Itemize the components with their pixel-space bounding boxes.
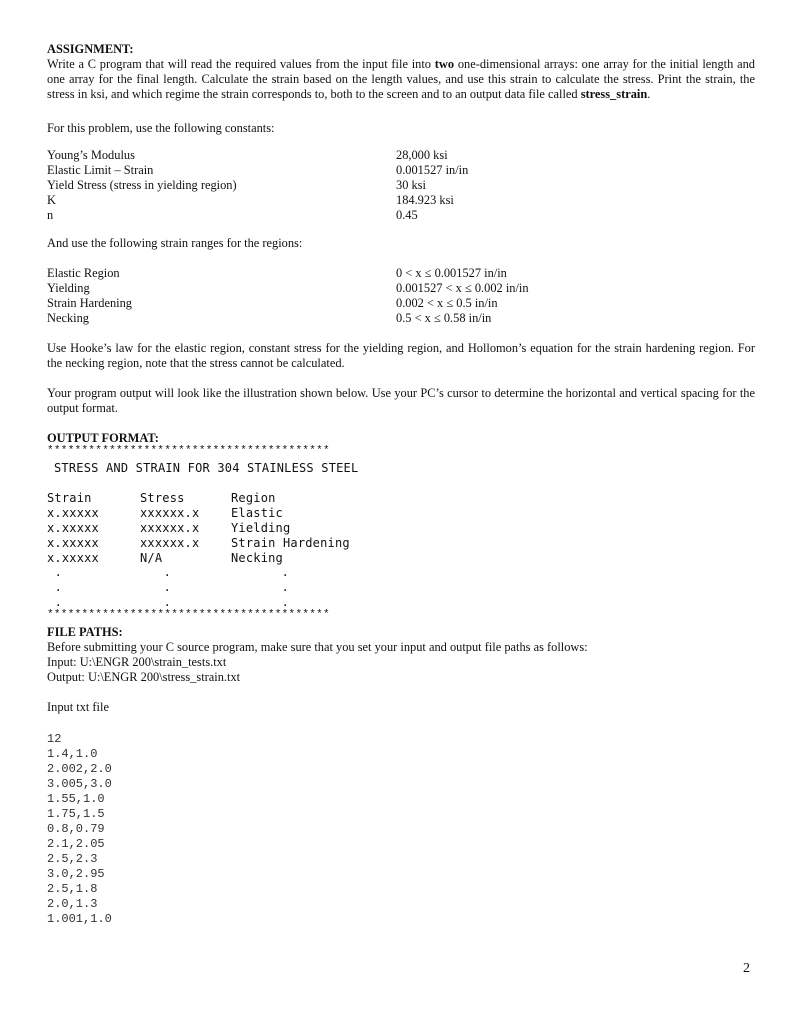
intro-bold-two: two: [434, 57, 455, 71]
output-note-paragraph: Your program output will look like the illustration shown below. Use your PC’s cursor to determine the horizontal and vertical spacing for the output format.: [47, 386, 755, 415]
continuation-dot: .: [165, 564, 170, 580]
table-cell: Necking: [231, 551, 283, 565]
intro-text-e: .: [647, 87, 651, 101]
constant-label: Yield Stress (stress in yielding region): [47, 178, 237, 192]
constant-value: 30 ksi: [396, 178, 426, 192]
range-value: 0.001527 < x ≤ 0.002 in/in: [396, 281, 529, 295]
constant-label: Young’s Modulus: [47, 148, 135, 162]
constant-value: 0.001527 in/in: [396, 163, 469, 177]
continuation-dot: .: [165, 594, 170, 610]
assignment-paragraph: [47, 57, 755, 102]
constant-value: 184.923 ksi: [396, 193, 454, 207]
input-line: 2.1,2.05: [47, 837, 105, 851]
input-line: 0.8,0.79: [47, 822, 105, 836]
output-path: Output: U:\ENGR 200\stress_strain.txt: [47, 670, 241, 684]
input-file-label: Input txt file: [47, 700, 109, 714]
assignment-heading: ASSIGNMENT:: [47, 42, 134, 56]
range-label: Strain Hardening: [47, 296, 132, 310]
table-cell: Elastic: [231, 506, 283, 520]
column-header-region: Region: [231, 491, 276, 505]
input-path: Input: U:\ENGR 200\strain_tests.txt: [47, 655, 227, 669]
intro-text-c: one-dimensional arrays: one array for the initial length and one array for the final length. Calculate the strain based on the length values, and use this strain to calculate the stress. Print the strain, the stress in ksi, and which regime the strain corresponds to, both to the screen and to an output data file called: [47, 57, 755, 101]
table-cell: Strain Hardening: [231, 536, 350, 550]
constant-value: 0.45: [396, 208, 418, 222]
continuation-dot: .: [283, 594, 288, 610]
output-title: STRESS AND STRAIN FOR 304 STAINLESS STEEL: [54, 461, 359, 475]
intro-text-a: Write a C program that will read the required values from the input file into: [47, 57, 435, 71]
stars-divider-top: *****************************************: [47, 445, 330, 457]
range-value: 0.002 < x ≤ 0.5 in/in: [396, 296, 498, 310]
range-value: 0.5 < x ≤ 0.58 in/in: [396, 311, 492, 325]
file-paths-intro: Before submitting your C source program, make sure that you set your input and output file paths as follows:: [47, 640, 588, 654]
table-cell: Yielding: [231, 521, 291, 535]
table-cell: xxxxxx.x: [140, 506, 200, 520]
input-line: 2.5,2.3: [47, 852, 98, 866]
input-line: 2.5,1.8: [47, 882, 98, 896]
laws-paragraph: Use Hooke’s law for the elastic region, constant stress for the yielding region, and Hollomon’s equation for the strain hardening region. For the necking region, note that the stress cannot be calculated.: [47, 341, 755, 370]
table-cell: N/A: [140, 551, 163, 565]
constant-value: 28,000 ksi: [396, 148, 448, 162]
page-number: 2: [743, 961, 750, 976]
range-value: 0 < x ≤ 0.001527 in/in: [396, 266, 507, 280]
file-paths-heading: FILE PATHS:: [47, 625, 123, 639]
intro-bold-filename: stress_strain: [580, 87, 648, 101]
constants-intro: For this problem, use the following constants:: [47, 121, 275, 135]
input-line: 2.0,1.3: [47, 897, 98, 911]
table-cell: x.xxxxx: [47, 551, 99, 565]
continuation-dot: .: [56, 564, 61, 580]
table-cell: xxxxxx.x: [140, 521, 200, 535]
table-cell: x.xxxxx: [47, 506, 99, 520]
column-header-stress: Stress: [140, 491, 185, 505]
table-cell: x.xxxxx: [47, 536, 99, 550]
range-label: Necking: [47, 311, 89, 325]
input-line: 2.002,2.0: [47, 762, 112, 776]
table-cell: xxxxxx.x: [140, 536, 200, 550]
continuation-dot: .: [56, 594, 61, 610]
input-line: 1.55,1.0: [47, 792, 105, 806]
stars-divider-bottom: *****************************************: [47, 609, 330, 621]
continuation-dot: .: [283, 564, 288, 580]
constant-label: Elastic Limit – Strain: [47, 163, 154, 177]
range-label: Yielding: [47, 281, 90, 295]
range-label: Elastic Region: [47, 266, 120, 280]
input-line: 12: [47, 732, 62, 746]
table-cell: x.xxxxx: [47, 521, 99, 535]
input-line: 1.75,1.5: [47, 807, 105, 821]
ranges-intro: And use the following strain ranges for the regions:: [47, 236, 303, 250]
input-line: 1.4,1.0: [47, 747, 98, 761]
output-format-heading: OUTPUT FORMAT:: [47, 431, 159, 445]
input-line: 3.0,2.95: [47, 867, 105, 881]
continuation-dot: .: [56, 579, 61, 595]
input-line: 1.001,1.0: [47, 912, 112, 926]
continuation-dot: .: [283, 579, 288, 595]
input-line: 3.005,3.0: [47, 777, 112, 791]
constant-label: K: [47, 193, 56, 207]
constant-label: n: [47, 208, 54, 222]
continuation-dot: .: [165, 579, 170, 595]
column-header-strain: Strain: [47, 491, 92, 505]
